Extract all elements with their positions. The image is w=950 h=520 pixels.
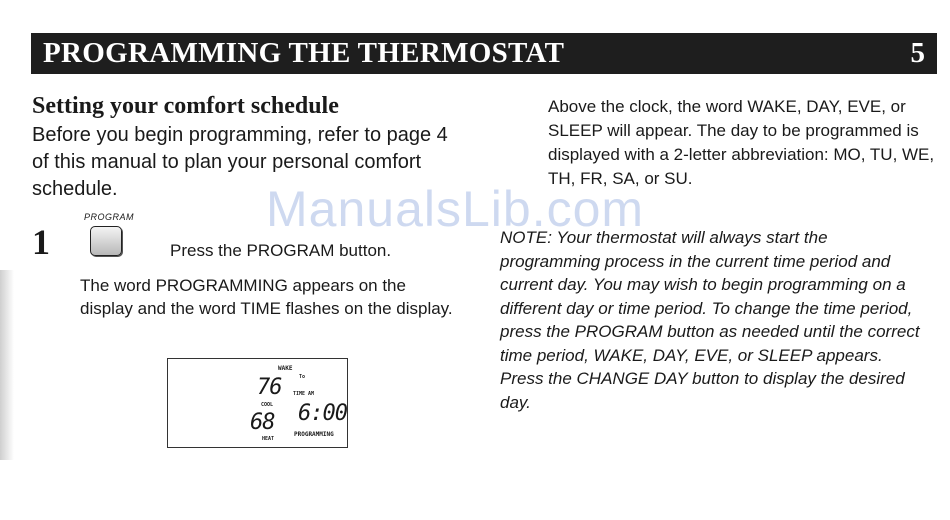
display-cool-label: COOL	[261, 402, 274, 408]
section-header-bar	[31, 33, 937, 74]
display-to-label: To	[299, 374, 306, 380]
page-spine-shadow	[0, 270, 14, 460]
left-column	[32, 92, 462, 203]
day-display-paragraph: Above the clock, the word WAKE, DAY, EVE, or SLEEP will appear. The day to be programmed is displayed with a 2-letter abbreviation: MO, TU, WE, TH, FR, SA, or SU.	[548, 97, 935, 188]
intro-paragraph: Before you begin programming, refer to page 4 of this manual to plan your personal comfort schedule.	[32, 124, 448, 200]
subsection-heading: Setting your comfort schedule	[32, 93, 339, 119]
display-heat-temperature: 68	[250, 410, 275, 435]
program-button-caption: PROGRAM	[84, 212, 135, 222]
display-heat-label: HEAT	[262, 436, 275, 442]
display-programming-label: PROGRAMMING	[294, 431, 334, 438]
page-number: 5	[910, 37, 925, 69]
note-paragraph: NOTE: Your thermostat will always start the programming process in the current time period and current day. You may wish to begin programming on a different day or time period. To change the time period, press the PROGRAM button as needed until the correct time period, WAKE, DAY, EVE, or SLEEP appears. Press the CHANGE DAY button to display the desired day.	[500, 228, 920, 412]
watermark: ManualsLib.com	[266, 181, 645, 237]
section-title: PROGRAMMING THE THERMOSTAT	[43, 37, 565, 69]
display-clock: 6:00	[298, 401, 347, 426]
step-description: The word PROGRAMMING appears on the display and the word TIME flashes on the display.	[80, 276, 453, 318]
step-action-text: Press the PROGRAM button.	[170, 241, 392, 260]
display-time-am-label: TIME AM	[293, 391, 315, 397]
step-number: 1	[32, 222, 50, 262]
display-wake-label: WAKE	[278, 365, 293, 372]
thermostat-display-illustration	[167, 358, 348, 448]
display-cool-temperature: 76	[257, 375, 282, 400]
program-button-icon	[90, 226, 122, 256]
